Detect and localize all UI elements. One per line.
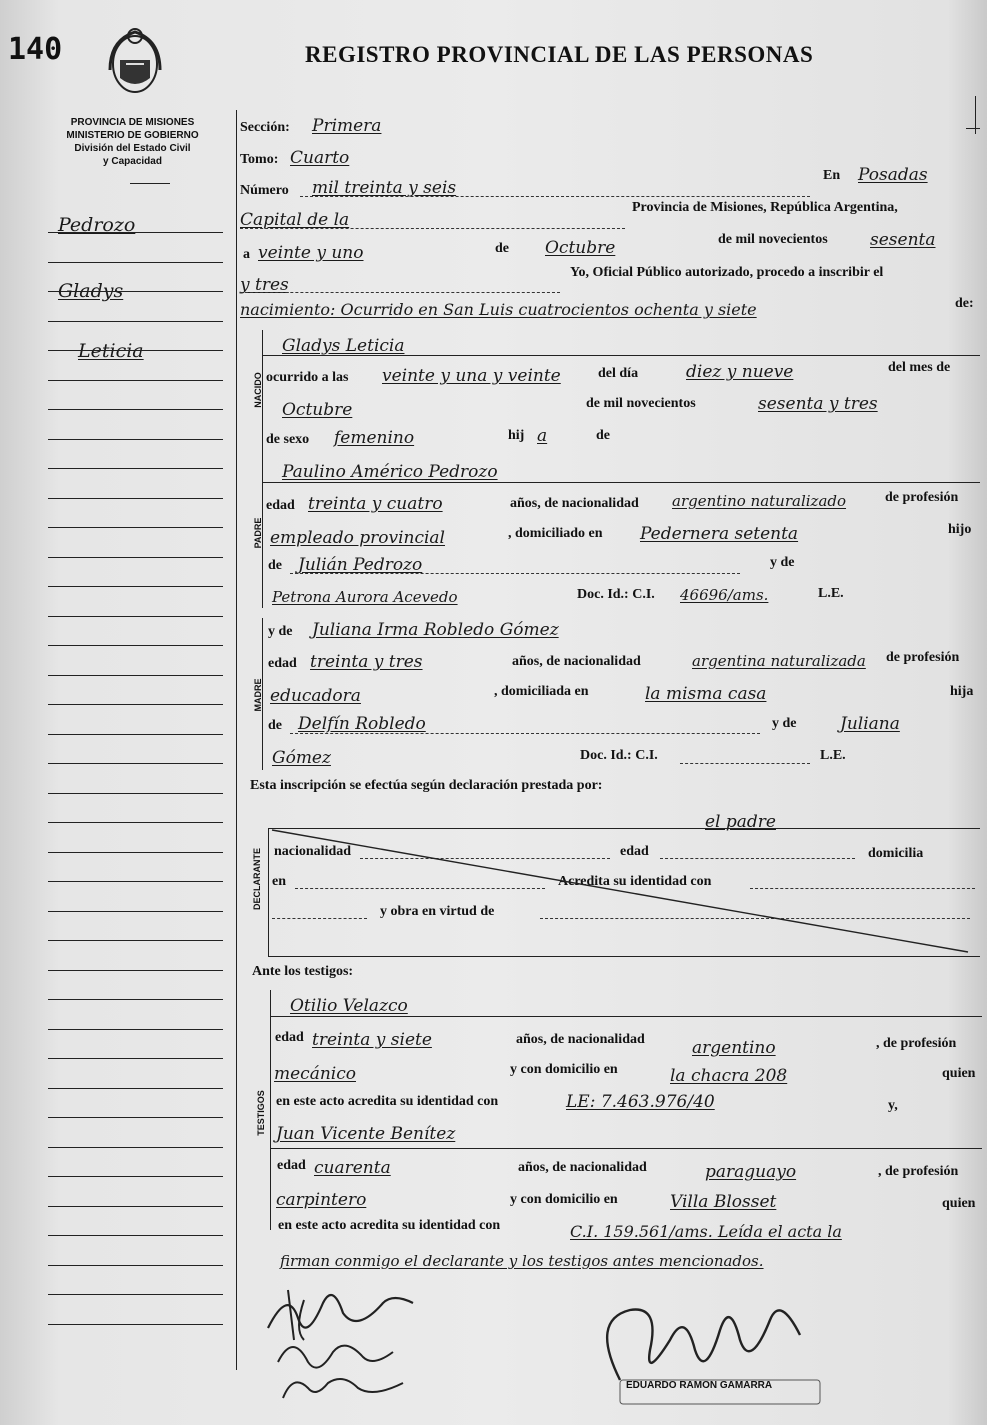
margin-divider — [236, 110, 237, 1370]
margin-rule — [48, 380, 223, 381]
mil-label: de mil novecientos — [586, 396, 696, 411]
testigo1-doc: LE: 7.463.976/40 — [566, 1092, 715, 1112]
madre-doc-label: Doc. Id.: C.I. — [580, 748, 658, 763]
testigo2-dom: Villa Blosset — [670, 1192, 777, 1212]
testigo2-prof: carpintero — [276, 1190, 367, 1210]
madre-domicilio-label: , domiciliada en — [494, 684, 589, 699]
margin-rule — [48, 616, 223, 617]
anio-value-2: y tres — [240, 275, 289, 295]
testigo1-nombre-line — [270, 1016, 982, 1017]
dia-value: veinte y uno — [258, 243, 364, 263]
margin-rule — [48, 881, 223, 882]
testigo1-nac-label: años, de nacionalidad — [516, 1032, 645, 1047]
padre-edad-label: edad — [266, 498, 295, 513]
testigo2-nac-label: años, de nacionalidad — [518, 1160, 647, 1175]
margin-rule — [48, 1324, 223, 1325]
padre-profesion: empleado provincial — [270, 528, 445, 548]
padre-y-de-label: y de — [770, 555, 795, 570]
numero-line — [300, 196, 810, 197]
testigos-bracket — [270, 990, 271, 1230]
padre-domicilio-label: , domiciliado en — [508, 526, 603, 541]
margin-rule — [48, 262, 223, 263]
numero-value: mil treinta y seis — [312, 178, 457, 198]
padre-doc-label: Doc. Id.: C.I. — [577, 587, 655, 602]
nacido-section-label: NACIDO — [253, 372, 263, 408]
ocurrido-label: ocurrido a las — [266, 370, 349, 385]
testigo1-domicilio-label: y con domicilio en — [510, 1062, 618, 1077]
declarante-section-label: DECLARANTE — [252, 848, 262, 910]
page-clip — [975, 96, 976, 134]
padre-profesion-label: de profesión — [885, 490, 959, 505]
declarante-en-label: en — [272, 874, 286, 889]
margin-name-1: Gladys — [58, 280, 124, 302]
margin-rule — [48, 852, 223, 853]
hij-suffix: a — [537, 426, 548, 446]
testigo2-quien-label: quien — [942, 1196, 976, 1211]
ministry-label: MINISTERIO DE GOBIERNO — [66, 130, 199, 141]
padre-nac-label: años, de nacionalidad — [510, 496, 639, 511]
capital-value: Capital de la — [240, 210, 350, 230]
provincia-text: Provincia de Misiones, República Argentina, — [632, 200, 898, 215]
madre-padre-de: Delfín Robledo — [298, 714, 426, 734]
madre-edad-label: edad — [268, 656, 297, 671]
padre-domicilio: Pedernera setenta — [640, 524, 799, 544]
margin-rule — [48, 822, 223, 823]
testigo1-profesion-label: , de profesión — [876, 1036, 957, 1051]
de-colon-label: de: — [955, 296, 974, 311]
margin-rule — [48, 232, 223, 233]
declarante-nac-label: nacionalidad — [274, 844, 352, 859]
declarante-por: el padre — [705, 812, 776, 832]
margin-rule — [48, 999, 223, 1000]
margin-rule — [48, 1117, 223, 1118]
declarante-bottom-line — [268, 956, 980, 957]
testigo2-doc: C.I. 159.561/ams. Leída el acta la — [570, 1222, 842, 1241]
margin-rule — [48, 734, 223, 735]
nacido-de-label: de — [596, 428, 610, 443]
numero-label: Número — [240, 183, 289, 198]
madre-de-line — [290, 733, 760, 734]
cierre-text: firman conmigo el declarante y los testigos antes mencionados. — [280, 1252, 764, 1270]
declarante-obra-label: y obra en virtud de — [380, 904, 495, 919]
testigo1-y-label: y, — [888, 1098, 898, 1113]
madre-profesion-label: de profesión — [886, 650, 960, 665]
hora-value: veinte y una y veinte — [382, 366, 561, 386]
testigo1-nac: argentino — [692, 1038, 776, 1058]
margin-rule — [48, 1265, 223, 1266]
madre-doc-line — [680, 763, 810, 764]
margin-rule — [48, 940, 223, 941]
madre-edad: treinta y tres — [310, 652, 423, 672]
margin-rule — [48, 793, 223, 794]
padre-doc-value: 46696/ams. — [680, 586, 769, 604]
header-rule — [130, 183, 170, 184]
a-label: a — [243, 247, 250, 262]
margin-rule — [48, 439, 223, 440]
testigo2-profesion-label: , de profesión — [878, 1164, 959, 1179]
del-dia-label: del día — [598, 366, 639, 381]
margin-rule — [48, 1147, 223, 1148]
padre-le-label: L.E. — [818, 586, 844, 601]
madre-nac-label: años, de nacionalidad — [512, 654, 641, 669]
testigo2-edad-label: edad — [277, 1158, 306, 1173]
margin-rule — [48, 704, 223, 705]
testigos-intro: Ante los testigos: — [252, 964, 354, 979]
margin-rule — [48, 291, 223, 292]
margin-rule — [48, 409, 223, 410]
hij-label: hij — [508, 428, 525, 443]
declarante-domicilio-label: domicilia — [868, 846, 924, 861]
testigo2-domicilio-label: y con domicilio en — [510, 1192, 618, 1207]
seccion-value: Primera — [312, 116, 382, 136]
de-label: de — [495, 241, 509, 256]
madre-madre-de: Juliana — [840, 714, 900, 734]
padre-de-line — [290, 573, 740, 574]
capital-line — [240, 228, 625, 229]
tomo-label: Tomo: — [240, 152, 279, 167]
testigo1-quien-label: quien — [942, 1066, 976, 1081]
hija-label: hija — [950, 684, 974, 699]
testigo1-edad-label: edad — [275, 1030, 304, 1045]
margin-rule — [48, 527, 223, 528]
margin-surname: Pedrozo — [58, 214, 136, 236]
coat-of-arms-seal — [100, 20, 170, 102]
margin-rule — [48, 970, 223, 971]
page-clip-mark — [966, 128, 980, 129]
madre-nombre: Juliana Irma Robledo Gómez — [312, 620, 559, 640]
padre-nacionalidad: argentino naturalizado — [672, 492, 847, 510]
oficial-text: Yo, Oficial Público autorizado, procedo a inscribir el — [570, 265, 884, 280]
padre-nombre: Paulino Américo Pedrozo — [282, 462, 498, 482]
officer-stamp: EDUARDO RAMON GAMARRA — [626, 1380, 773, 1391]
margin-rule — [48, 557, 223, 558]
document-title: REGISTRO PROVINCIAL DE LAS PERSONAS — [305, 42, 814, 67]
province-label: PROVINCIA DE MISIONES — [70, 117, 195, 128]
nacido-nombre: Gladys Leticia — [282, 336, 405, 356]
division-label-2: y Capacidad — [103, 156, 162, 167]
declarante-strike-line — [268, 828, 980, 956]
anio-value: sesenta — [870, 230, 936, 250]
anio-label: de mil novecientos — [718, 232, 828, 247]
testigo2-acredita-label: en este acto acredita su identidad con — [278, 1218, 501, 1233]
madre-nacionalidad: argentina naturalizada — [692, 652, 866, 670]
margin-rule — [48, 1058, 223, 1059]
tomo-value: Cuarto — [290, 148, 350, 168]
margin-rule — [48, 675, 223, 676]
declarante-edad-label: edad — [620, 844, 649, 859]
madre-le-label: L.E. — [820, 748, 846, 763]
testigo1-acredita-label: en este acto acredita su identidad con — [276, 1094, 499, 1109]
en-value: Posadas — [858, 165, 928, 185]
margin-rule — [48, 350, 223, 351]
witness-signatures-image — [258, 1270, 438, 1410]
hijo-label: hijo — [948, 522, 972, 537]
margin-name-2: Leticia — [78, 340, 144, 362]
folio-number: 140 — [8, 32, 63, 67]
testigo2-nombre: Juan Vicente Benítez — [276, 1124, 456, 1144]
division-label: División del Estado Civil — [74, 143, 191, 154]
sexo-value: femenino — [334, 428, 415, 448]
declarante-acredita-label: Acredita su identidad con — [558, 874, 712, 889]
madre-de-label: de — [268, 718, 282, 733]
padre-padre-de: Julián Pedrozo — [298, 555, 423, 575]
declarante-intro: Esta inscripción se efectúa según declaración prestada por: — [250, 778, 603, 793]
nacido-nombre-line — [262, 355, 980, 356]
padre-de-label: de — [268, 558, 282, 573]
margin-rule — [48, 1176, 223, 1177]
madre-y-de2-label: y de — [772, 716, 797, 731]
madre-madre-de-2: Gómez — [272, 748, 331, 768]
nacido-dia: diez y nueve — [686, 362, 794, 382]
testigo1-edad: treinta y siete — [312, 1030, 432, 1050]
madre-profesion: educadora — [270, 686, 361, 706]
margin-rule — [48, 1206, 223, 1207]
margin-rule — [48, 321, 223, 322]
margin-rule — [48, 468, 223, 469]
sexo-label: de sexo — [266, 432, 310, 447]
margin-rule — [48, 645, 223, 646]
margin-rule — [48, 1088, 223, 1089]
margin-rule — [48, 498, 223, 499]
margin-rule — [48, 1294, 223, 1295]
madre-domicilio: la misma casa — [645, 684, 767, 704]
issuing-office — [40, 116, 225, 168]
nacido-mes: Octubre — [282, 400, 353, 420]
margin-rule — [48, 586, 223, 587]
nacido-anio: sesenta y tres — [758, 394, 878, 414]
testigo1-dom: la chacra 208 — [670, 1066, 788, 1086]
padre-madre-de: Petrona Aurora Acevedo — [272, 588, 458, 606]
testigo1-nombre: Otilio Velazco — [290, 996, 408, 1016]
margin-rule — [48, 1235, 223, 1236]
madre-section-label: MADRE — [253, 678, 263, 712]
testigos-section-label: TESTIGOS — [256, 1090, 266, 1136]
padre-edad: treinta y cuatro — [308, 494, 443, 514]
margin-rule — [48, 911, 223, 912]
margin-rule — [48, 1029, 223, 1030]
testigo2-nac: paraguayo — [705, 1162, 797, 1182]
anio2-line — [240, 292, 560, 293]
margin-rule — [48, 763, 223, 764]
padre-section-label: PADRE — [253, 517, 263, 549]
mes-value: Octubre — [545, 238, 616, 258]
nacimiento-value: nacimiento: Ocurrido en San Luis cuatrocientos ochenta y siete — [240, 300, 757, 319]
madre-y-de-label: y de — [268, 624, 293, 639]
testigo1-prof: mecánico — [274, 1064, 356, 1084]
en-label: En — [823, 168, 841, 183]
del-mes-label: del mes de — [888, 360, 951, 375]
seccion-label: Sección: — [240, 120, 290, 135]
testigo2-nombre-line — [270, 1148, 982, 1149]
testigo2-edad: cuarenta — [314, 1158, 391, 1178]
padre-nombre-line — [262, 482, 980, 483]
